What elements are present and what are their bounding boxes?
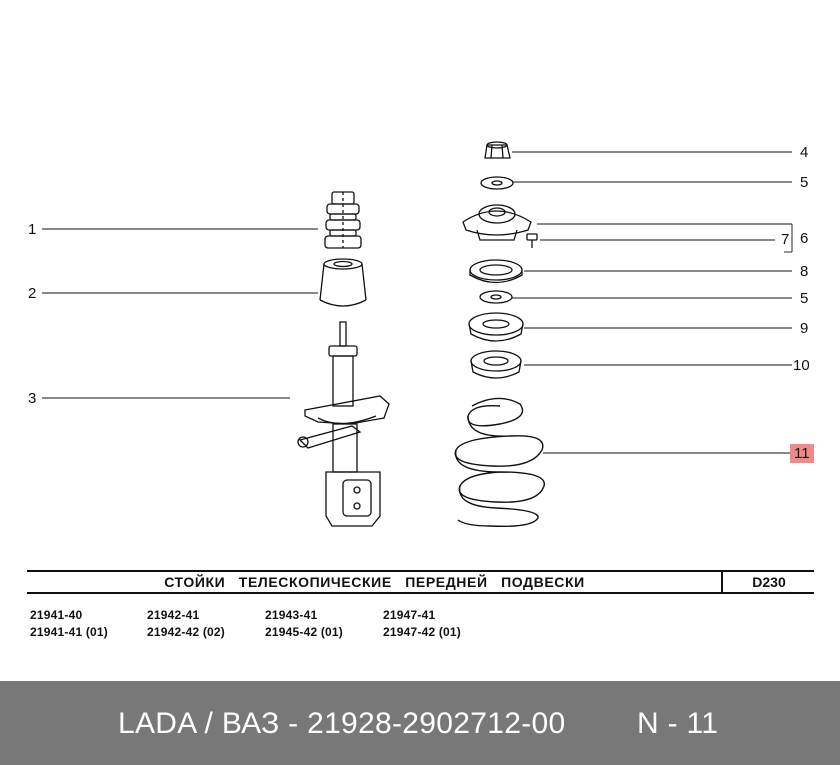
model-code: 21941-40	[30, 608, 83, 622]
callout-9: 9	[800, 320, 809, 337]
top-mount-drawing	[463, 205, 531, 240]
callout-5-bottom: 5	[800, 290, 809, 307]
callout-10: 10	[793, 357, 810, 374]
diagram-code: D230	[752, 574, 786, 590]
callout-3: 3	[28, 390, 37, 407]
bearing-drawing	[470, 260, 522, 283]
model-code: 21941-41 (01)	[30, 625, 108, 639]
title-divider	[721, 572, 723, 592]
callout-11-highlighted: 11	[790, 444, 814, 463]
protective-boot-drawing	[320, 259, 366, 306]
part-reference: LADA / ВАЗ - 21928-2902712-00	[118, 707, 566, 740]
model-code: 21942-42 (02)	[147, 625, 225, 639]
washer-bottom-drawing	[480, 291, 512, 303]
model-code: 21947-42 (01)	[383, 625, 461, 639]
callout-2: 2	[28, 285, 37, 302]
washer-top-drawing	[481, 177, 513, 189]
footer-bar	[0, 681, 840, 765]
item-number: N - 11	[637, 707, 719, 740]
coil-spring-drawing	[455, 398, 544, 526]
model-code: 21947-41	[383, 608, 436, 622]
callout-6: 6	[800, 230, 809, 247]
spring-insulator-drawing	[471, 351, 521, 378]
model-code: 21945-42 (01)	[265, 625, 343, 639]
upper-spring-seat-drawing	[469, 313, 523, 341]
callout-4: 4	[800, 144, 809, 161]
diagram-title: СТОЙКИ ТЕЛЕСКОПИЧЕСКИЕ ПЕРЕДНЕЙ ПОДВЕСКИ	[164, 574, 585, 590]
strut-drawing	[298, 322, 389, 526]
nut-drawing	[485, 142, 510, 158]
callout-7: 7	[781, 231, 790, 248]
callout-5-top: 5	[800, 174, 809, 191]
callout-8: 8	[800, 263, 809, 280]
model-code: 21943-41	[265, 608, 318, 622]
bump-stop-drawing	[325, 192, 361, 248]
bolt-drawing	[527, 234, 537, 248]
model-code: 21942-41	[147, 608, 200, 622]
leader-lines	[42, 152, 792, 453]
title-block	[27, 570, 814, 594]
callout-1: 1	[28, 221, 37, 238]
